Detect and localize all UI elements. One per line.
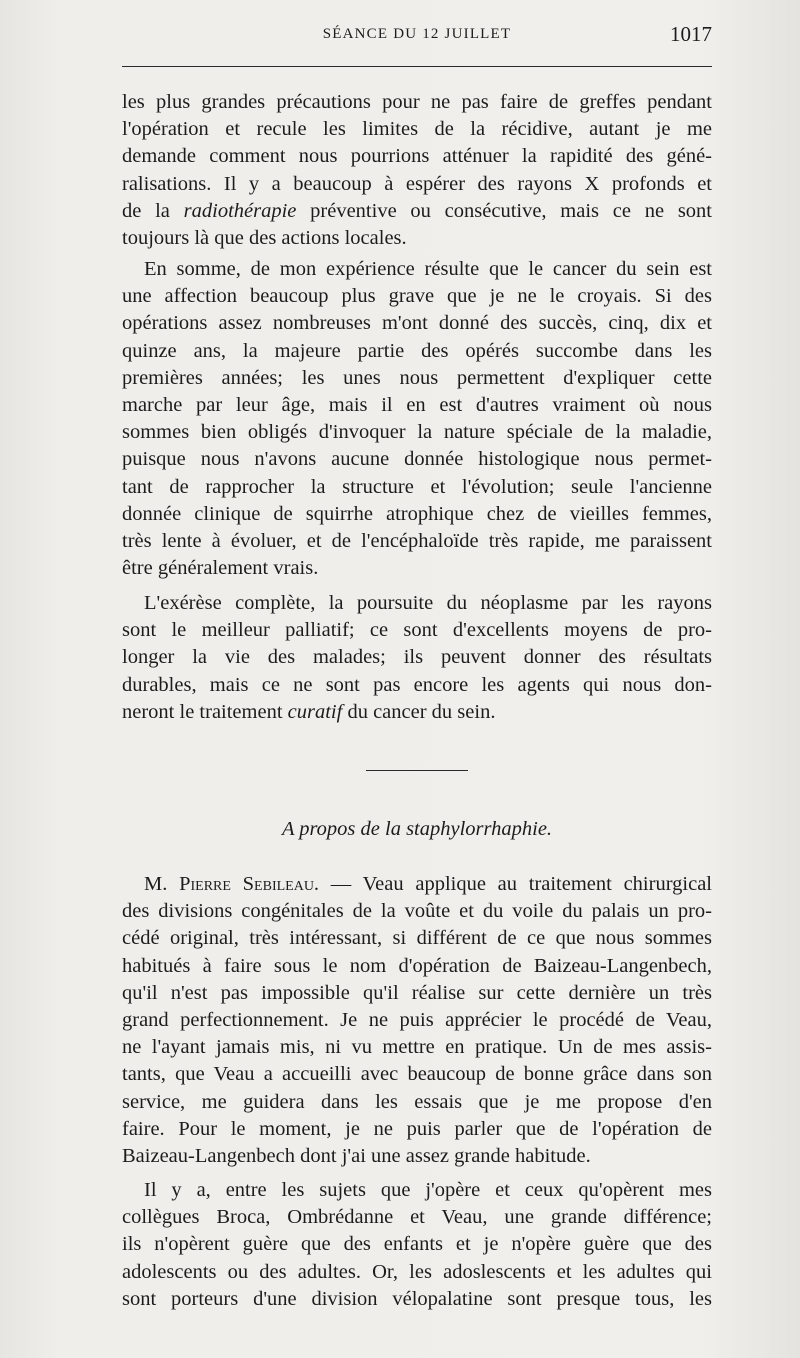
running-title: SÉANCE DU 12 JUILLET (322, 26, 512, 42)
text-line: habitués à faire sous le nom d'opération de Baizeau-Langenbech, (122, 954, 712, 977)
text-line (122, 699, 712, 726)
text-line: toujours là que des actions locales. (122, 226, 407, 249)
text-run: de la (122, 199, 184, 222)
header-rule (122, 66, 712, 67)
italic-term: curatif (287, 700, 343, 723)
text-line (122, 871, 712, 898)
paragraph-2 (122, 256, 712, 582)
text-line: très lente à évoluer, et de l'encéphaloïde très rapide, me paraissent (122, 529, 712, 552)
text-line: premières années; les unes nous permettent d'expliquer cette (122, 366, 712, 389)
text-line: Il y a, entre les sujets que j'opère et ceux qu'opèrent mes (144, 1179, 712, 1201)
running-head (122, 22, 712, 52)
section-title: A propos de la staphylorrhaphie. (281, 818, 553, 840)
text-line: marche par leur âge, mais il en est d'autres vraiment où nous (122, 393, 712, 416)
text-run: — Veau applique au traitement chirurgical (319, 873, 712, 895)
text-run: préventive ou consécutive, mais ce ne sont (296, 199, 712, 222)
text-line: l'opération et recule les limites de la récidive, autant je me (122, 118, 712, 141)
text-line: donnée clinique de squirrhe atrophique chez de vieilles femmes, (122, 502, 712, 525)
text-line: longer la vie des malades; ils peuvent donner des résultats (122, 646, 712, 669)
text-line: cédé original, très intéressant, si différent de ce que nous sommes (122, 927, 712, 950)
text-line: quinze ans, la majeure partie des opérés succombe dans les (122, 339, 712, 362)
text-run: neront le traitement (122, 700, 288, 723)
text-line: sont porteurs d'une division vélopalatine sont presque tous, les (122, 1287, 712, 1310)
paragraph-4 (122, 871, 712, 1170)
text-line: durables, mais ce ne sont pas encore les agents qui nous don- (122, 673, 712, 696)
text-line: En somme, de mon expérience résulte que le cancer du sein est (144, 258, 712, 280)
text-line: L'exérèse complète, la poursuite du néoplasme par les rayons (144, 592, 712, 614)
text-line: être généralement vrais. (122, 557, 319, 580)
text-line: des divisions congénitales de la voûte et du voile du palais un pro- (122, 900, 712, 923)
text-line: sont le meilleur palliatif; ce sont d'excellents moyens de pro- (122, 619, 712, 642)
text-line (122, 198, 712, 225)
paragraph-1 (122, 89, 712, 252)
section-divider (366, 770, 468, 771)
text-line: une affection beaucoup plus grave que je ne le croyais. Si des (122, 285, 712, 308)
text-line: collègues Broca, Ombrédanne et Veau, une grande différence; (122, 1206, 712, 1229)
text-line: tant de rapprocher la structure et l'évolution; seule l'ancienne (122, 475, 712, 498)
text-line: Baizeau-Langenbech dont j'ai une assez grande habitude. (122, 1144, 591, 1167)
paragraph-3 (122, 590, 712, 726)
text-line: tants, que Veau a accueilli avec beaucoup de bonne grâce dans son (122, 1063, 712, 1086)
text-line: ils n'opèrent guère que des enfants et je n'opère guère que des (122, 1233, 712, 1256)
text-line: adolescents ou des adultes. Or, les adoslescents et les adultes qui (122, 1260, 712, 1283)
text-line: opérations assez nombreuses m'ont donné des succès, cinq, dix et (122, 312, 712, 335)
text-line: grand perfectionnement. Je ne puis apprécier le procédé de Veau, (122, 1008, 712, 1031)
speaker-name: M. Pierre Sebileau. (144, 873, 320, 895)
text-line: ne l'ayant jamais mis, ni vu mettre en pratique. Un de mes assis- (122, 1036, 712, 1059)
page-number: 1017 (670, 22, 712, 46)
paragraph-5 (122, 1177, 712, 1313)
text-line: sommes bien obligés d'invoquer la nature spéciale de la maladie, (122, 421, 712, 444)
text-line: demande comment nous pourrions atténuer la rapidité des géné- (122, 145, 712, 168)
text-line: qu'il n'est pas impossible qu'il réalise sur cette dernière un très (122, 981, 712, 1004)
text-run: du cancer du sein. (342, 700, 496, 723)
text-line: faire. Pour le moment, je ne puis parler que de l'opération de (122, 1117, 712, 1140)
text-line: les plus grandes précautions pour ne pas faire de greffes pendant (122, 91, 712, 113)
text-line: puisque nous n'avons aucune donnée histologique nous permet- (122, 448, 712, 471)
text-line: service, me guidera dans les essais que je me propose d'en (122, 1090, 712, 1113)
italic-term: radiothérapie (183, 199, 297, 222)
text-line: ralisations. Il y a beaucoup à espérer des rayons X profonds et (122, 172, 712, 195)
